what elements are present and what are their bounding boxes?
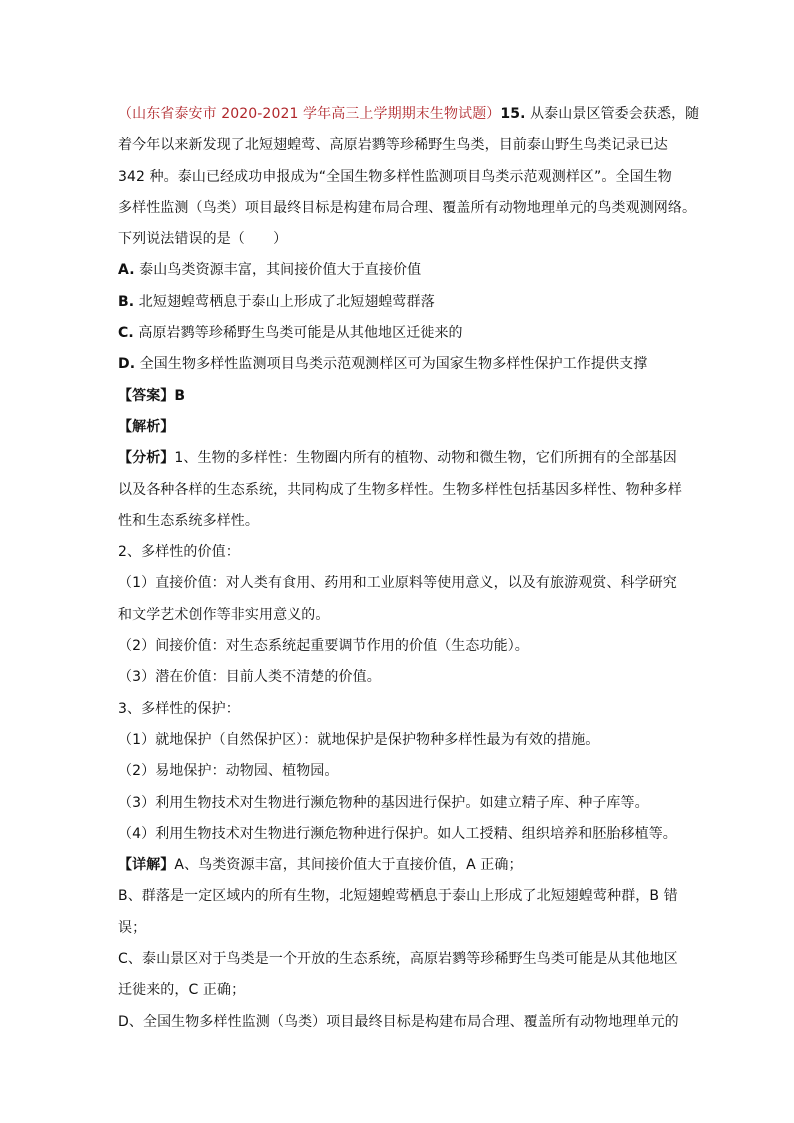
detail-line-5: 迁徙来的，C 正确； xyxy=(118,982,246,999)
analysis-line-1 xyxy=(118,443,678,474)
analysis-line-13: （4）利用生物技术对生物进行濒危物种进行保护。如人工授精、组织培养和胚胎移植等。 xyxy=(118,825,677,842)
detail-line-1 xyxy=(118,850,678,881)
question-stem-line-2: 着今年以来新发现了北短翅蝗莺、高原岩鹨等珍稀野生鸟类，目前泰山野生鸟类记录已达 xyxy=(118,137,668,154)
option-b-text: 北短翅蝗莺栖息于泰山上形成了北短翅蝗莺群落 xyxy=(134,293,435,310)
detail-line-4: C、泰山景区对于鸟类是一个开放的生态系统，高原岩鹨等珍稀野生鸟类可能是从其他地区 xyxy=(118,951,678,968)
option-c-letter: C. xyxy=(118,325,134,342)
analysis-line-10: （1）就地保护（自然保护区）：就地保护是保护物种多样性最为有效的措施。 xyxy=(118,731,600,748)
analysis-heading: 【解析】 xyxy=(118,418,175,435)
analysis-line-5: （1）直接价值：对人类有食用、药用和工业原料等使用意义，以及有旅游观赏、科学研究 xyxy=(118,575,677,592)
answer-line xyxy=(118,381,678,412)
detail-text: A、鸟类资源丰富，其间接价值大于直接价值，A 正确； xyxy=(174,857,523,874)
analysis-line-4: 2、多样性的价值： xyxy=(118,544,240,561)
question-stem-line-4: 多样性监测（鸟类）项目最终目标是构建布局合理、覆盖所有动物地理单元的鸟类观测网络。 xyxy=(118,199,697,216)
detail-line-3: 误； xyxy=(118,919,147,936)
option-a-text: 泰山鸟类资源丰富，其间接价值大于直接价值 xyxy=(134,262,422,279)
question-stem-line-5: 下列说法错误的是（ ） xyxy=(118,231,288,248)
question-stem-line-3: 342 种。泰山已经成功申报成为“全国生物多样性监测项目鸟类示范观测样区”。全国生物 xyxy=(118,168,672,185)
option-d-letter: D. xyxy=(118,356,136,373)
option-a xyxy=(118,255,678,286)
option-c xyxy=(118,318,678,349)
analysis-line-12: （3）利用生物技术对生物进行濒危物种的基因进行保护。如建立精子库、种子库等。 xyxy=(118,794,649,811)
option-a-letter: A. xyxy=(118,262,135,279)
analysis-line-7: （2）间接价值：对生态系统起重要调节作用的价值（生态功能）。 xyxy=(118,638,529,655)
answer-label: 【答案】 xyxy=(118,387,175,404)
analysis-line-6: 和文学艺术创作等非实用意义的。 xyxy=(118,606,330,623)
question-number: 15. xyxy=(500,106,526,122)
analysis-line-11: （2）易地保护：动物园、植物园。 xyxy=(118,763,339,780)
detail-line-6: D、全国生物多样性监测（鸟类）项目最终目标是构建布局合理、覆盖所有动物地理单元的 xyxy=(118,1013,679,1030)
option-b xyxy=(118,287,678,318)
question-stem-text: 从泰山景区管委会获悉，随 xyxy=(525,106,700,122)
question-stem-line-1 xyxy=(118,99,700,130)
analysis-line-9: 3、多样性的保护： xyxy=(118,700,240,717)
option-c-text: 高原岩鹨等珍稀野生鸟类可能是从其他地区迁徙来的 xyxy=(133,325,463,342)
analysis-label: 【分析】 xyxy=(118,450,175,467)
analysis-line-2: 以及各种各样的生态系统，共同构成了生物多样性。生物多样性包括基因多样性、物种多样 xyxy=(118,481,682,498)
document-page xyxy=(118,99,700,1038)
detail-line-2: B、群落是一定区域内的所有生物，北短翅蝗莺栖息于泰山上形成了北短翅蝗莺种群，B 错 xyxy=(118,888,678,905)
analysis-line-8: （3）潜在价值：目前人类不清楚的价值。 xyxy=(118,669,381,686)
option-d xyxy=(118,349,678,380)
analysis-line-3: 性和生态系统多样性。 xyxy=(118,512,259,529)
answer-value: B xyxy=(174,387,186,404)
analysis-text: 1、生物的多样性：生物圈内所有的植物、动物和微生物，它们所拥有的全部基因 xyxy=(174,450,677,467)
detail-label: 【详解】 xyxy=(118,857,175,874)
option-b-letter: B. xyxy=(118,293,135,310)
question-source: （山东省泰安市 2020-2021 学年高三上学期期末生物试题） xyxy=(118,106,501,122)
option-d-text: 全国生物多样性监测项目鸟类示范观测样区可为国家生物多样性保护工作提供支撑 xyxy=(135,356,648,373)
